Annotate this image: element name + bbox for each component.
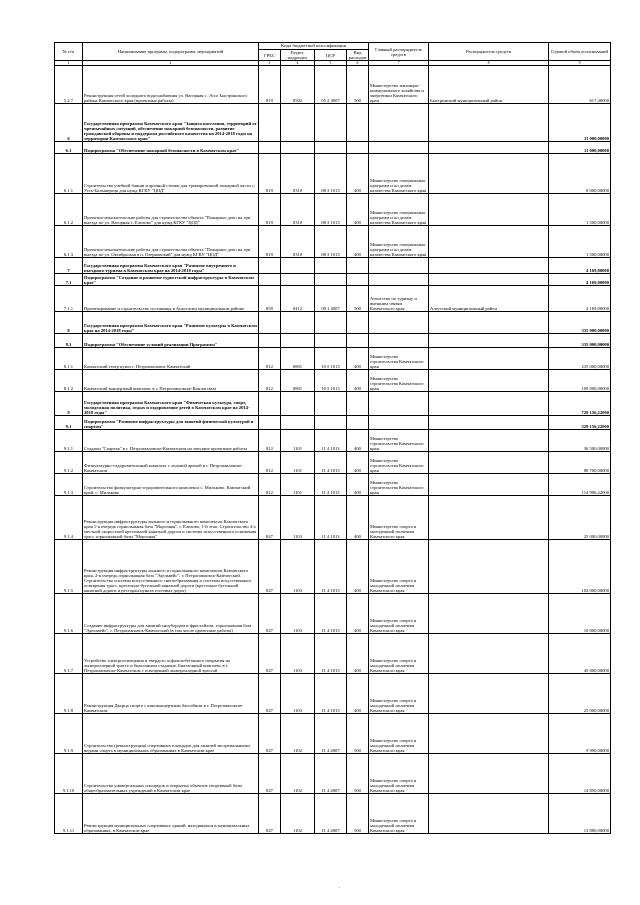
row-admin: Министерство строительства Камчатского края (369, 348, 429, 370)
row-vr: 400 (347, 348, 369, 370)
row-vr: 400 (347, 452, 369, 474)
table-row (55, 452, 611, 474)
row-csr: 11 4 4007 (315, 754, 347, 794)
row-csr: 11 4 1013 (315, 474, 347, 496)
row-amount: 235 000,00000 (549, 348, 611, 370)
page-center-mark: . (339, 884, 341, 890)
header-vr: Вид расходов (347, 50, 369, 61)
row-vr: 400 (347, 154, 369, 194)
row-grbs: 847 (259, 794, 281, 834)
row-vr: 400 (347, 194, 369, 226)
row-number: 6.1.2 (55, 194, 83, 226)
row-grbs (259, 312, 281, 334)
row-vr (347, 312, 369, 334)
row-razdel: 1103 (281, 674, 315, 714)
row-grbs: 812 (259, 452, 281, 474)
row-admin: Министерство строительства Камчатского края (369, 370, 429, 392)
row-admin: Министерство специальных программ и по делам казачества Камчатского края (369, 226, 429, 258)
row-recipient (429, 258, 549, 274)
row-csr (315, 142, 347, 154)
row-number: 9.1.8 (55, 674, 83, 714)
row-recipient (429, 474, 549, 496)
row-recipient (429, 540, 549, 594)
row-grbs: 847 (259, 674, 281, 714)
row-razdel: 1103 (281, 634, 315, 674)
row-admin (369, 312, 429, 334)
row-name: Подпрограмма "Обеспечение пожарной безопасности в Камчатском крае" (83, 142, 259, 154)
row-csr: 11 4 1013 (315, 430, 347, 452)
row-razdel (281, 258, 315, 274)
header-name: Наименование программ, подпрограмм, мероприятий (83, 43, 259, 61)
row-vr: 500 (347, 794, 369, 834)
row-csr: 11 4 1013 (315, 594, 347, 634)
row-name: Физкультурно-оздоровительный комплекс с ледовой ареной в г. Петропавловске-Камчатском (83, 452, 259, 474)
row-vr: 500 (347, 754, 369, 794)
row-admin: Министерство спорта и молодежной политики Камчатского края (369, 634, 429, 674)
row-grbs: 847 (259, 496, 281, 540)
row-razdel (281, 312, 315, 334)
row-number: 8.1.2 (55, 370, 83, 392)
row-vr: 500 (347, 66, 369, 104)
header-admin: Главный распорядитель средств (369, 43, 429, 61)
header-recipient: Распорядитель средств (429, 43, 549, 61)
table-row (55, 154, 611, 194)
row-amount: 88 700,00000 (549, 452, 611, 474)
table-row (55, 348, 611, 370)
header-grbs: ГРБС (259, 50, 281, 61)
row-csr (315, 334, 347, 348)
row-grbs (259, 416, 281, 430)
row-razdel (281, 392, 315, 416)
row-vr (347, 334, 369, 348)
row-admin: Министерство спорта и молодежной политики Камчатского края (369, 754, 429, 794)
row-amount: 14 850,00000 (549, 754, 611, 794)
row-grbs: 847 (259, 634, 281, 674)
row-razdel: 0310 (281, 226, 315, 258)
row-grbs (259, 258, 281, 274)
row-number: 9.1.6 (55, 594, 83, 634)
row-recipient (429, 194, 549, 226)
row-razdel (281, 274, 315, 286)
row-csr: 08 3 1013 (315, 194, 347, 226)
row-amount: 617,40000 (549, 66, 611, 104)
row-name: Устройство электроосвещения и твердого асфальтобетонного покрытия на лыжероллерной трассе и биатлонном стадионе. Биатлонный комплекс в г. Петропавловске-Камчатском с освещенной лыжероллерной трассой (83, 634, 259, 674)
row-grbs: 812 (259, 474, 281, 496)
row-name: Проектно-изыскательские работы для строительства объекта "Пожарное депо на три выезда по ул. Нагорная с. Елизово" для нужд КГКУ "ЦОД" (83, 194, 259, 226)
row-grbs: 847 (259, 540, 281, 594)
row-number: 9 (55, 392, 83, 416)
row-amount: 114 996,22000 (549, 474, 611, 496)
row-razdel: 0801 (281, 348, 315, 370)
row-name: Подпрограмма "Создание и развитие туристской инфраструктуры в Камчатском крае" (83, 274, 259, 286)
row-razdel (281, 334, 315, 348)
row-recipient (429, 334, 549, 348)
row-admin: Министерство жилищно-коммунального хозяйства и энергетики Камчатского края (369, 66, 429, 104)
column-number: 2 (83, 61, 259, 66)
header-csr: ЦСР (315, 50, 347, 61)
row-grbs: 812 (259, 370, 281, 392)
row-vr: 400 (347, 540, 369, 594)
row-razdel: 0801 (281, 370, 315, 392)
row-name: Строительство физкультурно-оздоровительного комплекса с. Мильково, Камчатский край, с. Мильково (83, 474, 259, 496)
row-number: 9.1.9 (55, 714, 83, 754)
row-admin: Министерство спорта и молодежной политики Камчатского края (369, 540, 429, 594)
row-grbs: 819 (259, 66, 281, 104)
row-number: 5.2.7 (55, 66, 83, 104)
row-recipient (429, 416, 549, 430)
row-razdel: 0310 (281, 154, 315, 194)
row-grbs: 812 (259, 430, 281, 452)
row-vr: 400 (347, 474, 369, 496)
row-recipient (429, 312, 549, 334)
row-name: Реконструкция муниципальных спортивных зданий, находящихся в муниципальных образованиях, в Камчатском крае (83, 794, 259, 834)
row-number: 9.1.2 (55, 452, 83, 474)
row-grbs: 819 (259, 226, 281, 258)
row-razdel: 1102 (281, 794, 315, 834)
row-csr: 11 4 1013 (315, 674, 347, 714)
row-razdel: 0502 (281, 66, 315, 104)
row-grbs: 847 (259, 594, 281, 634)
row-number: 6 (55, 104, 83, 142)
row-recipient: Быстринский муниципальный район (429, 66, 549, 104)
row-number: 9.1.5 (55, 540, 83, 594)
row-admin (369, 334, 429, 348)
row-amount: 729 156,22000 (549, 392, 611, 416)
row-grbs: 847 (259, 714, 281, 754)
column-number: 6 (347, 61, 369, 66)
row-vr: 400 (347, 674, 369, 714)
row-admin: Министерство строительства Камчатского края (369, 474, 429, 496)
column-number: 5 (315, 61, 347, 66)
row-csr: 11 4 1013 (315, 540, 347, 594)
row-admin (369, 392, 429, 416)
row-vr: 400 (347, 634, 369, 674)
row-razdel: 1102 (281, 754, 315, 794)
row-recipient (429, 226, 549, 258)
row-vr: 400 (347, 594, 369, 634)
column-number: 1 (55, 61, 83, 66)
table-row (55, 754, 611, 794)
row-admin (369, 258, 429, 274)
row-recipient (429, 496, 549, 540)
row-recipient (429, 392, 549, 416)
row-amount: 529 156,22000 (549, 416, 611, 430)
column-number: 3 (259, 61, 281, 66)
table-row (55, 194, 611, 226)
row-amount: 25 000,00000 (549, 496, 611, 540)
row-vr (347, 392, 369, 416)
row-name: Подпрограмма "Развитие инфраструктуры для занятий физической культурой и спортом" (83, 416, 259, 430)
row-name: Реконструкция Дворца спорта с киноконцертным бассейном в г. Петропавловске-Камчатском (83, 674, 259, 714)
table-row (55, 334, 611, 348)
row-admin (369, 142, 429, 154)
row-recipient (429, 452, 549, 474)
row-number: 9.1 (55, 416, 83, 430)
row-amount: 36 500,00000 (549, 430, 611, 452)
row-vr: 400 (347, 496, 369, 540)
row-name: Государственная программа Камчатского края "Физическая культура, спорт, молодежная политика, отдых и оздоровление детей в Камчатском крае на 2014-2018 годы" (83, 392, 259, 416)
row-number: 9.1.10 (55, 754, 83, 794)
row-admin: Министерство спорта и молодежной политики Камчатского края (369, 794, 429, 834)
row-recipient (429, 154, 549, 194)
row-csr: 11 4 1013 (315, 496, 347, 540)
table-row (55, 392, 611, 416)
row-recipient (429, 348, 549, 370)
row-recipient (429, 104, 549, 142)
row-recipient: Алеутский муниципальный район (429, 286, 549, 312)
row-admin: Агентство по туризму и внешним связям Камчатского края (369, 286, 429, 312)
row-recipient (429, 794, 549, 834)
row-admin: Министерство спорта и молодежной политики Камчатского края (369, 674, 429, 714)
row-razdel: 1103 (281, 540, 315, 594)
row-amount: 4 169,00000 (549, 274, 611, 286)
table-row (55, 274, 611, 286)
table-row (55, 286, 611, 312)
row-name: Проектно-изыскательские работы для строительства объекта "Пожарное депо на три выезда по ул. Октябрьская в п. Озерновский" для нужд КГКУ "ЦОД" (83, 226, 259, 258)
row-csr (315, 274, 347, 286)
row-csr: 11 4 1013 (315, 452, 347, 474)
row-grbs (259, 142, 281, 154)
row-grbs (259, 274, 281, 286)
table-row (55, 594, 611, 634)
table-row (55, 496, 611, 540)
row-razdel: 1102 (281, 714, 315, 754)
row-admin: Министерство строительства Камчатского края (369, 430, 429, 452)
row-number: 7.1 (55, 274, 83, 286)
table-row (55, 794, 611, 834)
row-recipient (429, 674, 549, 714)
row-vr (347, 416, 369, 430)
table-row (55, 142, 611, 154)
row-csr: 11 4 4007 (315, 794, 347, 834)
header-razdel: Раздел, подраздел (281, 50, 315, 61)
row-recipient (429, 370, 549, 392)
column-number: 9 (549, 61, 611, 66)
row-razdel (281, 142, 315, 154)
row-name: Строительство универсальных площадок и открытых объектов спортивной базы общеобразовательных учреждений в Камчатском крае (83, 754, 259, 794)
row-razdel: 0310 (281, 194, 315, 226)
row-razdel (281, 104, 315, 142)
table-row (55, 540, 611, 594)
row-razdel: 1103 (281, 594, 315, 634)
row-amount: 1 500,00000 (549, 194, 611, 226)
table-body (55, 66, 611, 834)
row-number: 9.1.3 (55, 474, 83, 496)
row-csr (315, 104, 347, 142)
header-codes-group: Коды бюджетной классификации (259, 43, 369, 50)
table-row (55, 104, 611, 142)
row-vr: 500 (347, 714, 369, 754)
row-amount: 10 000,00000 (549, 594, 611, 634)
row-amount: 9 990,00000 (549, 714, 611, 754)
row-vr (347, 104, 369, 142)
header-amount: Годовой объем ассигнований (549, 43, 611, 61)
row-admin (369, 274, 429, 286)
row-csr (315, 416, 347, 430)
table-row (55, 66, 611, 104)
row-recipient (429, 142, 549, 154)
row-name: Реконструкция инфраструктуры лыжного и горнолыжного комплексов Камчатского края 1-я очередь горнолыжная база "Морозная", г. Елизово, 1-й этап. Строительство 4-х местной скоростной кресельной канатной дороги и системы искусственного оснежения трасс горнолыжной базы "Морозная" (83, 496, 259, 540)
row-grbs: 819 (259, 194, 281, 226)
row-grbs: 847 (259, 754, 281, 794)
table-row (55, 312, 611, 334)
row-number: 9.1.1 (55, 430, 83, 452)
row-grbs: 812 (259, 348, 281, 370)
row-amount: 335 000,00000 (549, 312, 611, 334)
row-csr: 08 3 1013 (315, 154, 347, 194)
column-number: 8 (429, 61, 549, 66)
row-admin (369, 104, 429, 142)
row-grbs (259, 104, 281, 142)
table-row (55, 474, 611, 496)
row-name: Создание инфраструктуры для занятий сноубордом и фристайлом, горнолыжная база "Эдельвейс", г. Петропавловск-Камчатский (в том числе проектные работы) (83, 594, 259, 634)
row-admin (369, 416, 429, 430)
row-name: Строительство (реконструкция) спортивных площадок для занятий экстремальными видами спорта в муниципальных образованиях в Камчатском крае (83, 714, 259, 754)
row-vr: 400 (347, 370, 369, 392)
row-amount: 11 000,00000 (549, 104, 611, 142)
row-razdel: 1101 (281, 430, 315, 452)
row-number: 9.1.7 (55, 634, 83, 674)
row-number: 7 (55, 258, 83, 274)
row-razdel (281, 416, 315, 430)
row-number: 7.1.1 (55, 286, 83, 312)
row-vr (347, 258, 369, 274)
row-number: 6.1.3 (55, 226, 83, 258)
row-vr (347, 142, 369, 154)
table-row (55, 634, 611, 674)
row-vr: 500 (347, 286, 369, 312)
table-row (55, 674, 611, 714)
row-name: Государственная программа Камчатского края "Защита населения, территорий от чрезвычайных ситуаций, обеспечение пожарной безопасности, развитие гражданской обороны и поддержка российского казачества на 2014-2018 годы на территории Камчатского края" (83, 104, 259, 142)
row-amount: 102 000,00000 (549, 540, 611, 594)
row-name: Проектирование и строительство гостиницы в Анастасии муниципальном районе (83, 286, 259, 312)
row-grbs: 850 (259, 286, 281, 312)
row-amount: 13 880,00000 (549, 794, 611, 834)
row-admin: Министерство строительства Камчатского края (369, 452, 429, 474)
row-grbs (259, 392, 281, 416)
row-razdel: 1103 (281, 496, 315, 540)
row-number: 9.1.4 (55, 496, 83, 540)
column-number: 4 (281, 61, 315, 66)
row-razdel: 1101 (281, 452, 315, 474)
budget-table (54, 42, 611, 834)
row-name: Государственная программа Камчатского края "Развитие внутреннего и въездного туризма в Камчатском крае на 2014-2018 годы" (83, 258, 259, 274)
row-vr: 400 (347, 226, 369, 258)
row-grbs (259, 334, 281, 348)
row-name: Камчатский театр кукол г. Петропавловск-Камчатский (83, 348, 259, 370)
row-recipient (429, 430, 549, 452)
row-admin: Министерство спорта и молодежной политики Камчатского края (369, 714, 429, 754)
row-admin: Министерство специальных программ и по делам казачества Камчатского края (369, 154, 429, 194)
row-amount: 25 000,00000 (549, 674, 611, 714)
table-row (55, 430, 611, 452)
row-csr: 11 4 4007 (315, 714, 347, 754)
row-csr: 05 2 4007 (315, 66, 347, 104)
row-name: Реконструкция сетей холодного водоснабжения ул. Нагорная с. Эссо Быстринского района Камчатского края (проектные работы) (83, 66, 259, 104)
row-name: Камчатский концертный комплекс в г. Петропавловске-Камчатском (83, 370, 259, 392)
row-amount: 45 000,00000 (549, 634, 611, 674)
row-recipient (429, 634, 549, 674)
row-csr: 10 5 1013 (315, 370, 347, 392)
row-razdel: 1101 (281, 474, 315, 496)
row-csr (315, 258, 347, 274)
row-recipient (429, 594, 549, 634)
table-row (55, 226, 611, 258)
row-amount: 100 000,00000 (549, 370, 611, 392)
row-csr (315, 312, 347, 334)
row-number: 6.1 (55, 142, 83, 154)
row-name: Стадион "Спартак" в г. Петропавловске-Камчатском на текущие проектные работы (83, 430, 259, 452)
column-number: 7 (369, 61, 429, 66)
row-name: Реконструкция инфраструктуры лыжного и горнолыжного комплексов Камчатского края, 2-я очередь горнолыжная база "Эдельвейс", г. Петропавловск-Камчатский. Строительство системы искусственного снегообразования и системы искусственного освещения трасс, кресельно-бугельной канатной дороги (кресельно-бугельной канатной дороги и ресторан/пункта гостевых дорог) (83, 540, 259, 594)
row-csr: 09 1 4007 (315, 286, 347, 312)
row-vr (347, 274, 369, 286)
row-number: 8.1 (55, 334, 83, 348)
header-no: № п/п (55, 43, 83, 61)
row-amount: 8 000,00000 (549, 154, 611, 194)
row-name: Государственная программа Камчатского края "Развитие культуры в Камчатском крае на 2014-2018 годы" (83, 312, 259, 334)
row-amount: 4 169,00000 (549, 258, 611, 274)
row-name: Строительство учебной башни и арочной стенки для тренировочной пожарной части с. Усть-Большерецк для нужд КГКУ "ЦОД" (83, 154, 259, 194)
row-amount: 335 000,00000 (549, 334, 611, 348)
row-amount: 1 500,00000 (549, 226, 611, 258)
row-name: Подпрограмма "Обеспечение условий реализации Программы" (83, 334, 259, 348)
table-row (55, 370, 611, 392)
row-number: 9.1.11 (55, 794, 83, 834)
table-row (55, 714, 611, 754)
row-csr: 08 3 1013 (315, 226, 347, 258)
row-vr: 400 (347, 430, 369, 452)
row-amount: 11 000,00000 (549, 142, 611, 154)
row-number: 6.1.1 (55, 154, 83, 194)
row-razdel: 0412 (281, 286, 315, 312)
row-recipient (429, 714, 549, 754)
table-row (55, 416, 611, 430)
row-csr: 10 5 1013 (315, 348, 347, 370)
row-admin: Министерство специальных программ и по делам казачества Камчатского края (369, 194, 429, 226)
table-row (55, 258, 611, 274)
row-recipient (429, 754, 549, 794)
row-admin: Министерство спорта и молодежной политики Камчатского края (369, 496, 429, 540)
row-admin: Министерство спорта и молодежной политики Камчатского края (369, 594, 429, 634)
row-amount: 4 169,00000 (549, 286, 611, 312)
row-number: 8 (55, 312, 83, 334)
row-csr (315, 392, 347, 416)
row-number: 8.1.1 (55, 348, 83, 370)
row-recipient (429, 274, 549, 286)
row-csr: 11 4 1013 (315, 634, 347, 674)
row-grbs: 819 (259, 154, 281, 194)
